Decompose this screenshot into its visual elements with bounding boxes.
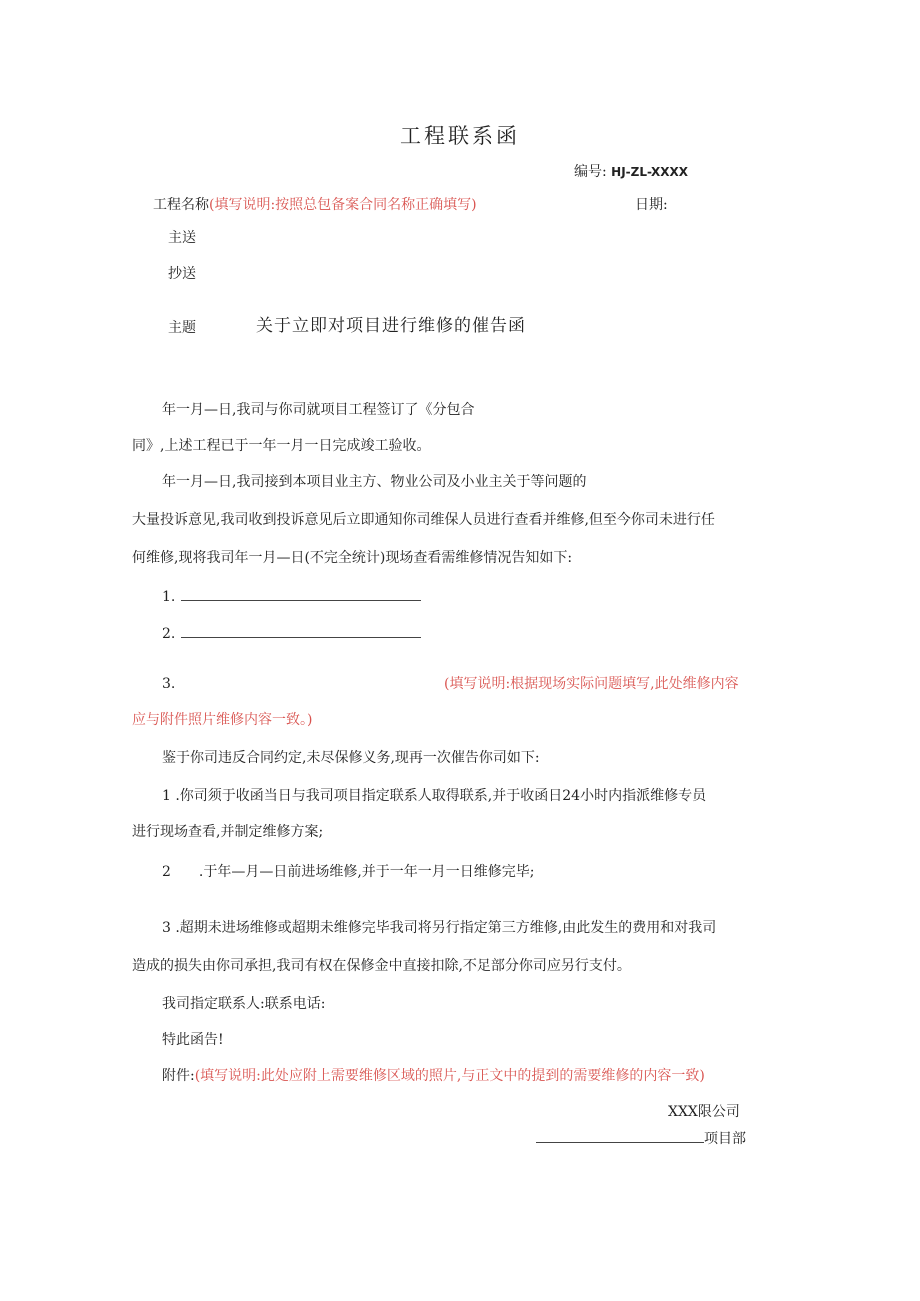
project-name-note: (填写说明:按照总包备案合同名称正确填写)	[209, 197, 477, 213]
number-value: HJ-ZL-XXXX	[611, 165, 689, 179]
project-name-row	[153, 195, 477, 215]
attachment-note: (填写说明:此处应附上需要维修区域的照片,与正文中的提到的需要维修的内容一致)	[194, 1068, 705, 1084]
page-title: 工程联系函	[400, 124, 520, 148]
signature-blank-line	[536, 1128, 704, 1143]
list-item-3-note-line-1: (填写说明:根据现场实际问题填写,此处维修内容	[444, 676, 739, 692]
number-label: 编号:	[574, 164, 607, 180]
list-item-1-blank-line	[181, 586, 421, 601]
paragraph-3: 鉴于你司违反合同约定,未尽保修义务,现再一次催告你司如下:	[162, 750, 540, 766]
attachment-label: 附件:	[162, 1068, 195, 1084]
list-item-1-number: 1.	[162, 589, 176, 605]
paragraph-1-line-2: 同》,上述工程已于一年一月一日完成竣工验收。	[132, 438, 431, 454]
document-number	[574, 162, 688, 182]
list-item-1	[162, 586, 421, 607]
requirement-3-line-2: 造成的损失由你司承担,我司有权在保修金中直接扣除,不足部分你司应另行支付。	[132, 958, 631, 974]
list-item-3-note-line-2: 应与附件照片维修内容一致。)	[132, 712, 313, 728]
cc-label: 抄送	[168, 266, 196, 282]
date-label: 日期:	[635, 197, 668, 213]
signature-department: 项目部	[704, 1131, 746, 1147]
list-item-3-number: 3.	[162, 676, 176, 692]
contact-line: 我司指定联系人:联系电话:	[162, 996, 326, 1012]
signature-department-row	[536, 1128, 746, 1149]
paragraph-2-line-1: 年一月—日,我司接到本项目业主方、物业公司及小业主关于等问题的	[162, 474, 587, 490]
signature-company: XXX限公司	[668, 1104, 740, 1120]
list-item-2	[162, 623, 421, 644]
subject-value: 关于立即对项目进行维修的催告函	[256, 316, 526, 336]
paragraph-2-line-2: 大量投诉意见,我司收到投诉意见后立即通知你司维保人员进行查看并维修,但至今你司未进行任	[132, 512, 715, 528]
to-label: 主送	[168, 230, 196, 246]
requirement-2: 2 .于年—月—日前进场维修,并于一年一月一日维修完毕;	[162, 864, 535, 880]
subject-label: 主题	[168, 320, 196, 336]
closing-line: 特此函告!	[162, 1032, 224, 1048]
paragraph-1-line-1: 年一月—日,我司与你司就项目工程签订了《分包合	[162, 402, 475, 418]
list-item-2-number: 2.	[162, 626, 176, 642]
requirement-3-line-1: 3 .超期未进场维修或超期未维修完毕我司将另行指定第三方维修,由此发生的费用和对我司	[162, 920, 717, 936]
requirement-1-line-1: 1 .你司须于收函当日与我司项目指定联系人取得联系,并于收函日24小时内指派维修专员	[162, 788, 707, 804]
requirement-1-line-2: 进行现场查看,并制定维修方案;	[132, 824, 324, 840]
paragraph-2-line-3: 何维修,现将我司年一月—日(不完全统计)现场查看需维修情况告知如下:	[132, 550, 573, 566]
project-name-label: 工程名称	[153, 197, 209, 213]
attachment-row	[162, 1066, 705, 1086]
list-item-2-blank-line	[181, 623, 421, 638]
